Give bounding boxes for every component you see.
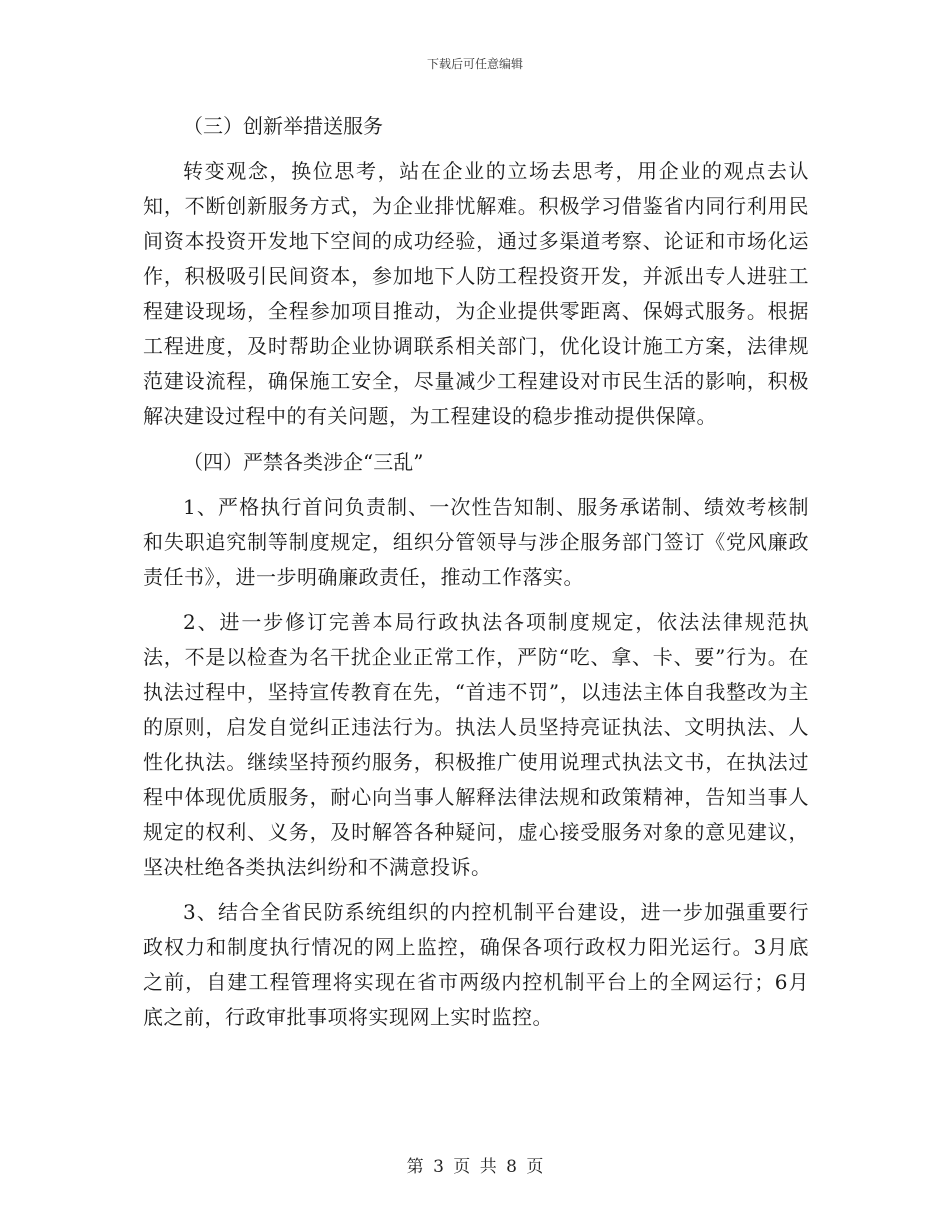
section-heading-4: （四）严禁各类涉企“三乱” [183, 450, 424, 474]
paragraph: 3、结合全省民防系统组织的内控机制平台建设，进一步加强重要行政权力和制度执行情况的网上监控，确保各项行政权力阳光运行。3月底之前，自建工程管理将实现在省市两级内控机制平台上的全网运行；6月底之前，行政审批事项将实现网上实时监控。 [143, 900, 809, 1029]
paragraph: 转变观念，换位思考，站在企业的立场去思考，用企业的观点去认知，不断创新服务方式，为企业排忧解难。积极学习借鉴省内同行利用民间资本投资开发地下空间的成功经验，通过多渠道考察、论证和市场化运作，积极吸引民间资本，参加地下人防工程投资开发，并派出专人进驻工程建设现场，全程参加项目推动，为企业提供零距离、保姆式服务。根据工程进度，及时帮助企业协调联系相关部门，优化设计施工方案，法律规范建设流程，确保施工安全，尽量减少工程建设对市民生活的影响，积极解决建设过程中的有关问题，为工程建设的稳步推动提供保障。 [143, 159, 809, 428]
paragraph: 2、进一步修订完善本局行政执法各项制度规定，依法法律规范执法，不是以检查为名干扰企业正常工作，严防“吃、拿、卡、要”行为。在执法过程中，坚持宣传教育在先，“首违不罚”，以违法主体自我整改为主的原则，启发自觉纠正违法行为。执法人员坚持亮证执法、文明执法、人性化执法。继续坚持预约服务，积极推广使用说理式执法文书，在执法过程中体现优质服务，耐心向当事人解释法律法规和政策精神，告知当事人规定的权利、义务，及时解答各种疑问，虚心接受服务对象的意见建议，坚决杜绝各类执法纠纷和不满意投诉。 [143, 610, 809, 879]
paragraph: 1、严格执行首问负责制、一次性告知制、服务承诺制、绩效考核制和失职追究制等制度规定，组织分管领导与涉企服务部门签订《党风廉政责任书》，进一步明确廉政责任，推动工作落实。 [143, 495, 809, 589]
document-body [143, 108, 809, 1045]
page-number-footer: 第 3 页 共 8 页 [406, 1157, 544, 1177]
section-heading-3: （三）创新举措送服务 [183, 114, 383, 138]
page-header: 下载后可任意编辑 [426, 57, 523, 71]
